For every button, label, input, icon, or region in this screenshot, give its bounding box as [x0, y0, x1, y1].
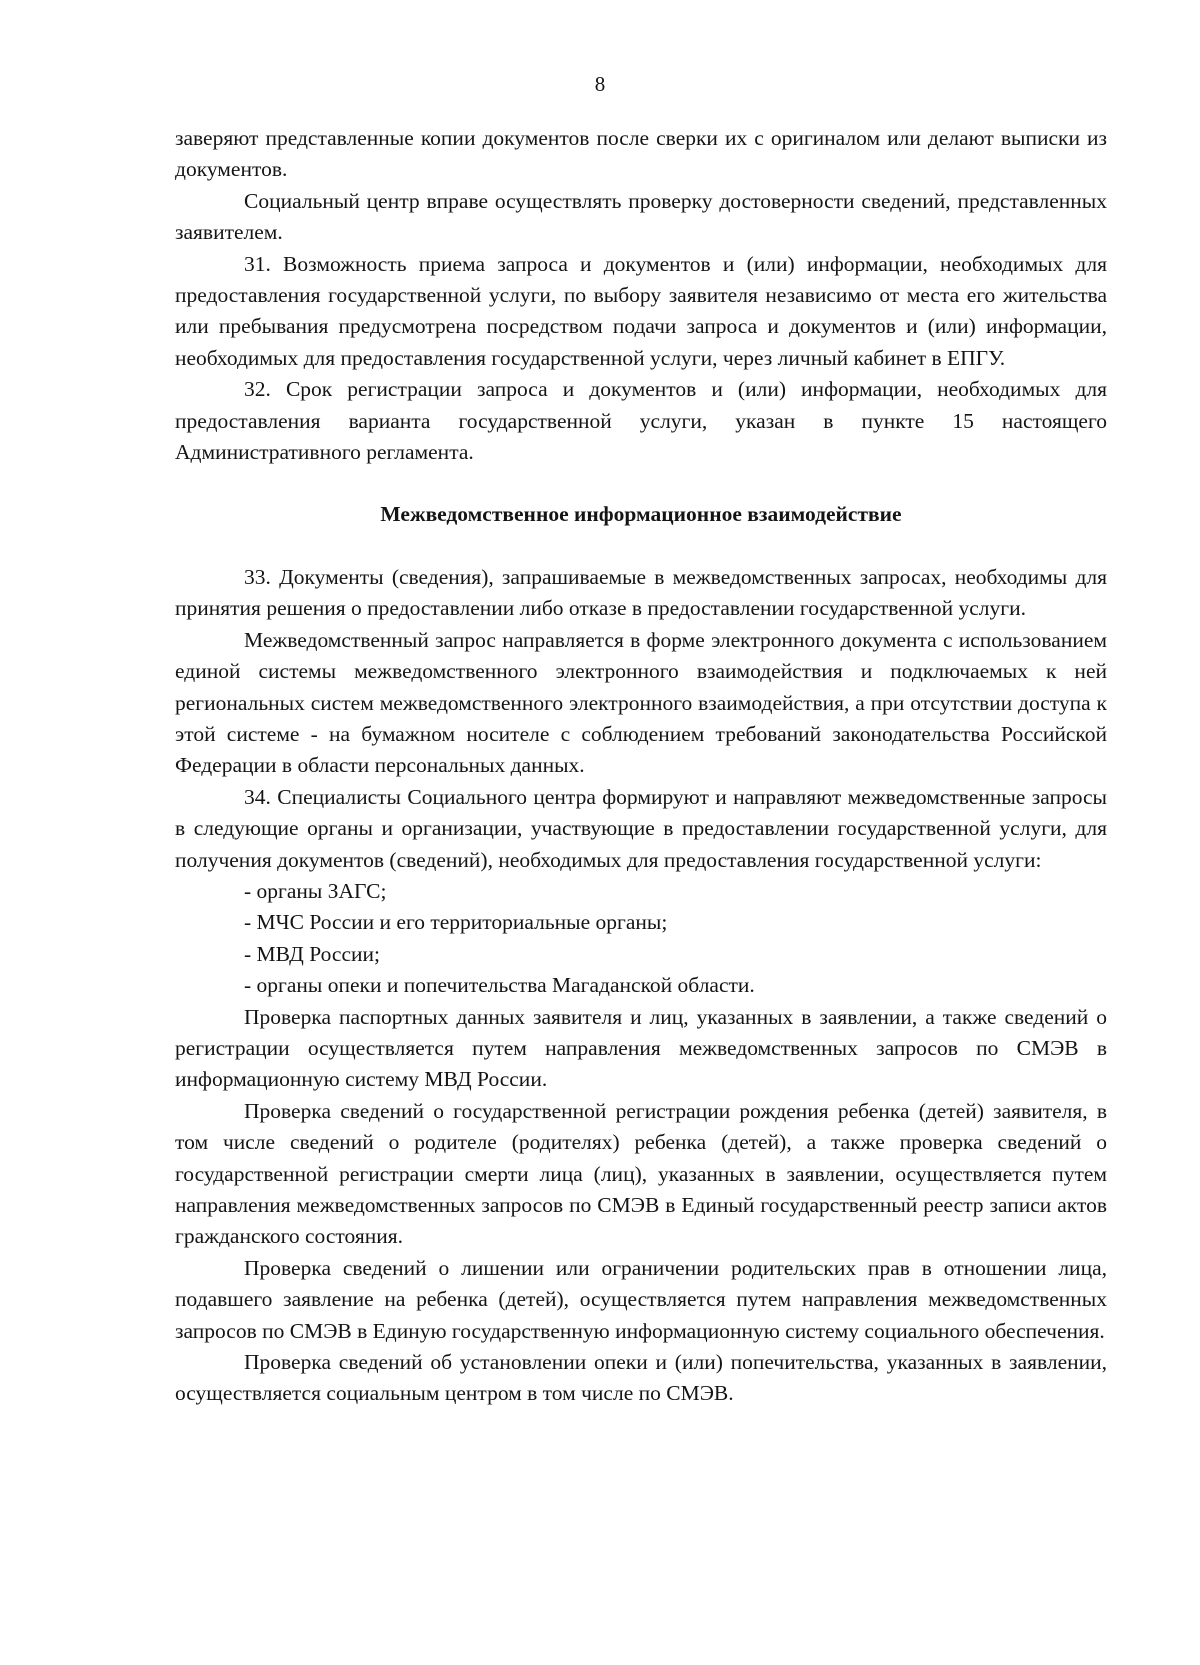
document-body [175, 123, 1107, 1410]
paragraph-34: 34. Специалисты Социального центра формируют и направляют межведомственные запросы в следующие органы и организации, участвующие в предоставлении государственной услуги, для получения документов (сведений), необходимых для предоставления государственной услуги: [175, 784, 1107, 872]
paragraph-continuation: заверяют представленные копии документов после сверки их с оригиналом или делают выписки из документов. [175, 126, 1107, 182]
list-item: - МВД России; [244, 941, 380, 966]
page-number: 8 [594, 72, 606, 96]
paragraph-31: 31. Возможность приема запроса и документов и (или) информации, необходимых для предоставления государственной услуги, по выбору заявителя независимо от места его жительства или пребывания предусмотрена посредством подачи запроса и документов и (или) информации, необходимых для предоставления государственной услуги, через личный кабинет в ЕПГУ. [175, 251, 1107, 370]
paragraph-33: 33. Документы (сведения), запрашиваемые в межведомственных запросах, необходимы для принятия решения о предоставлении либо отказе в предоставлении государственной услуги. [175, 564, 1107, 621]
paragraph-32: 32. Срок регистрации запроса и документов и (или) информации, необходимых для предоставления варианта государственной услуги, указан в пункте 15 настоящего Административного регламента. [175, 377, 1107, 465]
paragraph-parental-rights-check: Проверка сведений о лишении или ограничении родительских прав в отношении лица, подавшего заявление на ребенка (детей), осуществляется путем направления межведомственных запросов по СМЭВ в Единую государственную информационную систему социального обеспечения. [175, 1255, 1107, 1343]
section-heading: Межведомственное информационное взаимодействие [380, 502, 902, 527]
paragraph-interagency-request: Межведомственный запрос направляется в форме электронного документа с использованием единой системы межведомственного электронного взаимодействия и подключаемых к ней региональных систем межведомственного электронного взаимодействия, а при отсутствии доступа к этой системе - на бумажном носителе с соблюдением требований законодательства Российской Федерации в области персональных данных. [175, 627, 1107, 778]
paragraph-guardianship-check: Проверка сведений об установлении опеки и (или) попечительства, указанных в заявлении, осуществляется социальным центром в том числе по СМЭВ. [175, 1350, 1107, 1406]
paragraph-birth-check: Проверка сведений о государственной регистрации рождения ребенка (детей) заявителя, в том числе сведений о родителе (родителях) ребенка (детей), а также проверка сведений о государственной регистрации смерти лица (лиц), указанных в заявлении, осуществляется путем направления межведомственных запросов по СМЭВ в Единый государственный реестр записи актов гражданского состояния. [175, 1098, 1107, 1249]
list-item: - органы ЗАГС; [244, 878, 387, 903]
paragraph-passport-check: Проверка паспортных данных заявителя и лиц, указанных в заявлении, а также сведений о регистрации осуществляется путем направления межведомственных запросов по СМЭВ в информационную систему МВД России. [175, 1004, 1107, 1092]
list-item: - МЧС России и его территориальные органы; [244, 910, 668, 935]
list-item: - органы опеки и попечительства Магаданской области. [244, 973, 755, 998]
paragraph-social-center: Социальный центр вправе осуществлять проверку достоверности сведений, представленных заявителем. [175, 188, 1107, 245]
